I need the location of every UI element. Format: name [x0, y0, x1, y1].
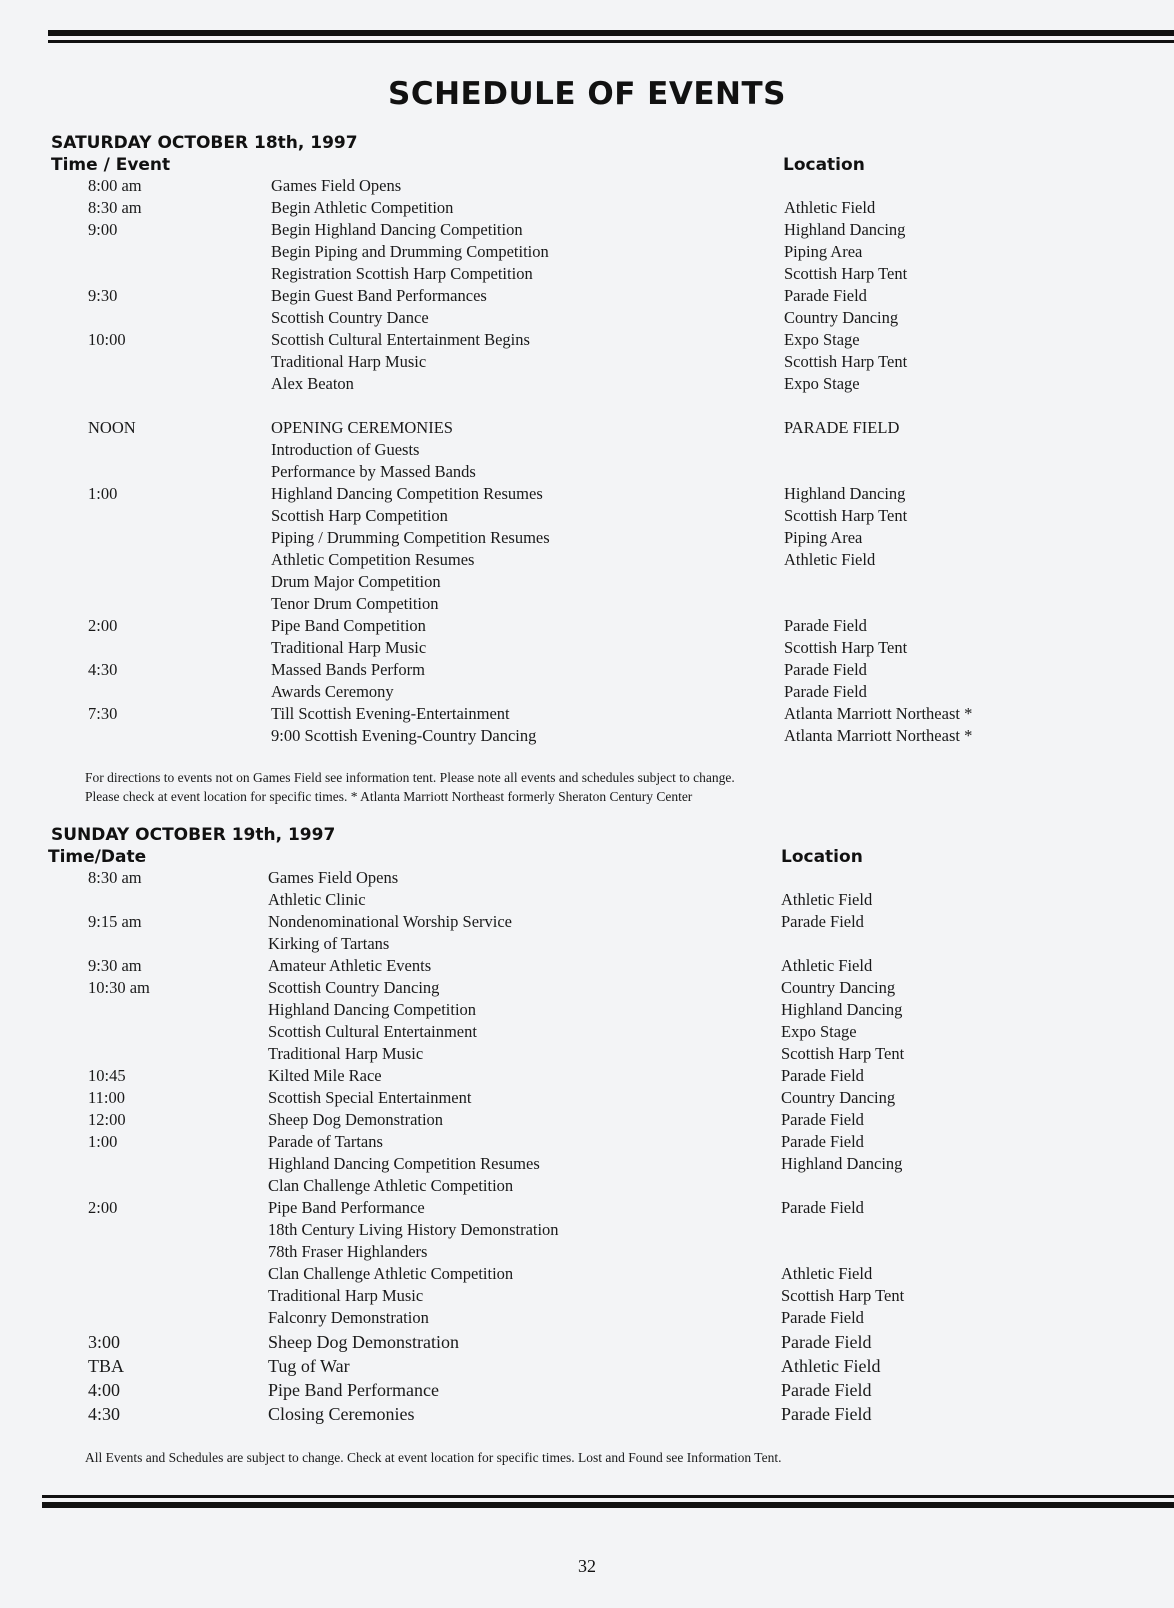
event-time: 2:00 [88, 616, 118, 635]
event-name: Closing Ceremonies [268, 1404, 415, 1424]
saturday-note-line-1: For directions to events not on Games Field see information tent. Please note all events and schedules subject to change. [85, 770, 735, 785]
event-location: Parade Field [781, 1198, 864, 1217]
event-location: Highland Dancing [781, 1000, 903, 1019]
event-name: Registration Scottish Harp Competition [271, 264, 533, 283]
event-location: Highland Dancing [784, 220, 906, 239]
event-name: Clan Challenge Athletic Competition [268, 1264, 514, 1283]
event-location: Piping Area [784, 528, 863, 547]
event-name: Scottish Harp Competition [271, 506, 448, 525]
event-location: Atlanta Marriott Northeast * [784, 704, 973, 723]
saturday-note-line-2: Please check at event location for specific times. * Atlanta Marriott Northeast formerly Sheraton Century Center [85, 789, 693, 804]
sunday-location-header: Location [781, 847, 863, 867]
event-location: Parade Field [784, 616, 867, 635]
event-location: Highland Dancing [781, 1154, 903, 1173]
event-location: Country Dancing [781, 1088, 896, 1107]
event-name: Awards Ceremony [271, 682, 394, 701]
event-location: Expo Stage [784, 374, 860, 393]
top-rule-thin [48, 40, 1174, 43]
event-time: 4:00 [88, 1380, 121, 1400]
event-location: Parade Field [784, 682, 867, 701]
event-name: 9:00 Scottish Evening-Country Dancing [271, 726, 537, 745]
event-name: Massed Bands Perform [271, 660, 425, 679]
event-time: 9:30 [88, 286, 118, 305]
event-location: Athletic Field [781, 890, 873, 909]
event-time: 1:00 [88, 1132, 118, 1151]
event-time: 10:30 am [88, 978, 150, 997]
event-location: Parade Field [781, 1110, 864, 1129]
event-location: PARADE FIELD [784, 418, 900, 437]
event-location: Piping Area [784, 242, 863, 261]
event-name: OPENING CEREMONIES [271, 418, 453, 437]
event-time: 3:00 [88, 1332, 121, 1352]
event-time: 7:30 [88, 704, 118, 723]
bottom-rule-thin [42, 1495, 1174, 1498]
event-location: Athletic Field [784, 550, 876, 569]
event-location: Scottish Harp Tent [784, 352, 908, 371]
event-time: 10:45 [88, 1066, 126, 1085]
event-name: Kirking of Tartans [268, 934, 390, 953]
event-name: 78th Fraser Highlanders [268, 1242, 428, 1261]
event-time: NOON [88, 418, 136, 437]
event-name: Begin Piping and Drumming Competition [271, 242, 549, 261]
event-name: Sheep Dog Demonstration [268, 1332, 459, 1352]
event-name: Scottish Cultural Entertainment Begins [271, 330, 530, 349]
event-location: Scottish Harp Tent [784, 506, 908, 525]
event-name: Highland Dancing Competition [268, 1000, 477, 1019]
event-name: Drum Major Competition [271, 572, 441, 591]
event-time: 4:30 [88, 1404, 121, 1424]
event-name: Highland Dancing Competition Resumes [268, 1154, 540, 1173]
event-location: Parade Field [781, 1380, 872, 1400]
event-time: 10:00 [88, 330, 126, 349]
event-time: 12:00 [88, 1110, 126, 1129]
event-name: Scottish Special Entertainment [268, 1088, 472, 1107]
event-name: Begin Athletic Competition [271, 198, 454, 217]
event-name: Falconry Demonstration [268, 1308, 429, 1327]
event-time: 8:30 am [88, 198, 142, 217]
event-name: Kilted Mile Race [268, 1066, 382, 1085]
event-name: Alex Beaton [271, 374, 354, 393]
event-location: Parade Field [781, 1332, 872, 1352]
event-time: 8:00 am [88, 176, 142, 195]
event-time: 11:00 [88, 1088, 125, 1107]
bottom-rule-thick [42, 1502, 1174, 1508]
event-name: Tug of War [268, 1356, 350, 1376]
event-location: Scottish Harp Tent [784, 264, 908, 283]
event-name: 18th Century Living History Demonstration [268, 1220, 559, 1239]
event-location: Parade Field [781, 1404, 872, 1424]
event-name: Games Field Opens [268, 868, 399, 887]
event-name: Parade of Tartans [268, 1132, 383, 1151]
event-name: Games Field Opens [271, 176, 402, 195]
event-name: Pipe Band Performance [268, 1380, 439, 1400]
event-location: Athletic Field [781, 1264, 873, 1283]
sunday-note: All Events and Schedules are subject to change. Check at event location for specific times. Lost and Found see Information Tent. [85, 1450, 782, 1465]
event-location: Parade Field [784, 660, 867, 679]
event-location: Parade Field [781, 1132, 864, 1151]
event-location: Highland Dancing [784, 484, 906, 503]
event-location: Athletic Field [784, 198, 876, 217]
sunday-time-date-header: Time/Date [48, 847, 147, 867]
event-location: Athletic Field [781, 956, 873, 975]
event-name: Scottish Country Dance [271, 308, 429, 327]
event-time: 9:30 am [88, 956, 142, 975]
event-time: TBA [88, 1356, 124, 1376]
event-location: Scottish Harp Tent [781, 1286, 905, 1305]
event-name: Pipe Band Competition [271, 616, 426, 635]
event-location: Parade Field [784, 286, 867, 305]
event-name: Athletic Clinic [268, 890, 366, 909]
event-name: Performance by Massed Bands [271, 462, 476, 481]
event-location: Parade Field [781, 912, 864, 931]
event-location: Scottish Harp Tent [781, 1044, 905, 1063]
event-name: Scottish Country Dancing [268, 978, 440, 997]
event-time: 2:00 [88, 1198, 118, 1217]
event-time: 9:00 [88, 220, 118, 239]
sunday-heading: SUNDAY OCTOBER 19th, 1997 [51, 825, 336, 845]
saturday-time-event-header: Time / Event [51, 155, 171, 175]
event-location: Country Dancing [784, 308, 899, 327]
event-name: Begin Guest Band Performances [271, 286, 487, 305]
event-location: Parade Field [781, 1308, 864, 1327]
event-name: Traditional Harp Music [268, 1044, 424, 1063]
event-name: Scottish Cultural Entertainment [268, 1022, 477, 1041]
event-location: Country Dancing [781, 978, 896, 997]
event-location: Athletic Field [781, 1356, 881, 1376]
event-time: 4:30 [88, 660, 118, 679]
event-time: 9:15 am [88, 912, 142, 931]
event-name: Pipe Band Performance [268, 1198, 425, 1217]
page-number: 32 [578, 1556, 596, 1576]
event-name: Highland Dancing Competition Resumes [271, 484, 543, 503]
event-name: Piping / Drumming Competition Resumes [271, 528, 550, 547]
event-location: Atlanta Marriott Northeast * [784, 726, 973, 745]
event-name: Traditional Harp Music [271, 352, 427, 371]
event-location: Scottish Harp Tent [784, 638, 908, 657]
event-name: Clan Challenge Athletic Competition [268, 1176, 514, 1195]
event-name: Begin Highland Dancing Competition [271, 220, 523, 239]
event-name: Till Scottish Evening-Entertainment [271, 704, 510, 723]
event-name: Tenor Drum Competition [271, 594, 439, 613]
event-time: 8:30 am [88, 868, 142, 887]
event-name: Traditional Harp Music [271, 638, 427, 657]
event-name: Nondenominational Worship Service [268, 912, 512, 931]
event-time: 1:00 [88, 484, 118, 503]
event-location: Expo Stage [781, 1022, 857, 1041]
saturday-location-header: Location [783, 155, 865, 175]
top-rule-thick [48, 30, 1174, 36]
page-title: SCHEDULE OF EVENTS [388, 76, 786, 112]
event-name: Sheep Dog Demonstration [268, 1110, 444, 1129]
saturday-heading: SATURDAY OCTOBER 18th, 1997 [51, 133, 358, 153]
event-name: Introduction of Guests [271, 440, 420, 459]
event-location: Parade Field [781, 1066, 864, 1085]
event-location: Expo Stage [784, 330, 860, 349]
event-name: Athletic Competition Resumes [271, 550, 475, 569]
event-name: Traditional Harp Music [268, 1286, 424, 1305]
event-name: Amateur Athletic Events [268, 956, 432, 975]
